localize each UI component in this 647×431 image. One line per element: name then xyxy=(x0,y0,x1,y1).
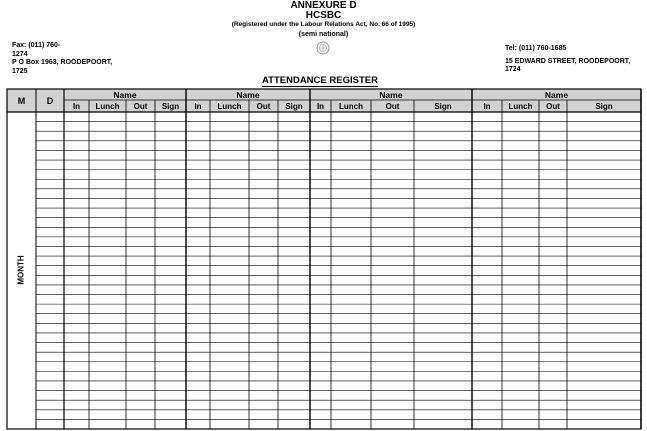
subheader-in: In xyxy=(72,102,81,111)
col-header-m: M xyxy=(17,96,26,106)
postal-line-2: 1725 xyxy=(12,67,28,75)
subheader-in: In xyxy=(194,102,202,111)
scope-note: (semi national) xyxy=(298,31,349,38)
subheader-sign: Sign xyxy=(595,102,613,111)
subheader-sign: Sign xyxy=(285,102,303,111)
subheader-lunch: Lunch xyxy=(339,102,363,111)
name-header-4: Name xyxy=(544,90,569,100)
register-title: ATTENDANCE REGISTER xyxy=(262,75,378,86)
postal-line-1: P O Box 1963, ROODEPOORT, xyxy=(12,59,113,66)
subheader-out: Out xyxy=(546,102,560,111)
name-header-1: Name xyxy=(113,90,137,100)
month-label: MONTH xyxy=(16,255,26,285)
subheader-lunch: Lunch xyxy=(95,102,120,111)
subheader-out: Out xyxy=(256,102,271,111)
subheader-lunch: Lunch xyxy=(217,102,242,111)
fax-line-1: Fax: (011) 760- xyxy=(12,42,61,49)
street-line-1: 15 EDWARD STREET, ROODEPOORT, xyxy=(505,57,631,65)
subheader-out: Out xyxy=(133,102,148,111)
registration-note: (Registered under the Labour Relations Act, No. 66 of 1995) xyxy=(231,21,416,28)
subheader-sign: Sign xyxy=(434,102,452,111)
subheader-in: In xyxy=(316,102,325,111)
subheader-sign: Sign xyxy=(161,102,180,111)
table-border xyxy=(7,89,641,429)
fax-line-2: 1274 xyxy=(12,50,28,58)
name-header-3: Name xyxy=(379,90,403,100)
subheader-out: Out xyxy=(385,102,400,111)
col-header-d: D xyxy=(46,96,54,106)
subheader-lunch: Lunch xyxy=(508,102,533,111)
annexure-title: ANNEXURE D xyxy=(290,0,357,11)
organization-name: HCSBC xyxy=(305,10,342,21)
name-header-2: Name xyxy=(236,90,260,100)
tel-line: Tel: (011) 760-1685 xyxy=(505,45,567,52)
street-line-2: 1724 xyxy=(505,66,521,73)
subheader-in: In xyxy=(483,102,491,111)
